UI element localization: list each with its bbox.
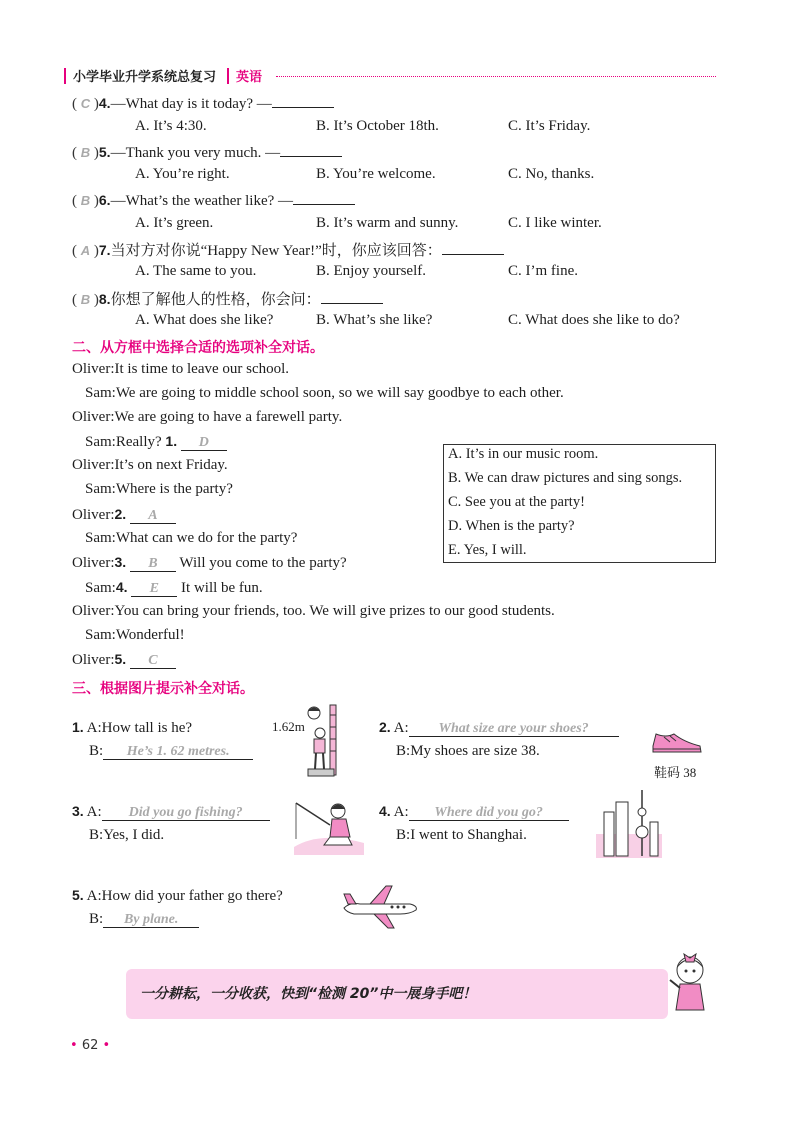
dialogue-line: Sam:4. E It will be fun. (85, 579, 263, 596)
option-b: B. It’s warm and sunny. (316, 215, 459, 231)
answer-letter: B (80, 193, 91, 208)
options-box (443, 444, 716, 563)
dialogue-line: Oliver:It’s on next Friday. (72, 457, 228, 473)
subject-label: 英语 (236, 70, 263, 85)
answer-paren: ( B )6.—What’s the weather like? — (72, 190, 355, 210)
banner-text: 一分耕耘，一分收获，快到“检测 20”中一展身手吧！ (140, 986, 477, 1002)
item-3-b: B:Yes, I did. (89, 827, 165, 843)
item-3-a: 3. A: Did you go fishing? (72, 803, 270, 821)
header-dotted-line (276, 76, 716, 77)
dialogue-line: Oliver:5. C (72, 651, 176, 669)
answer-letter: B (80, 292, 91, 307)
question-stem: —Thank you very much. — (110, 145, 281, 161)
answer-letter: C (80, 96, 91, 111)
dialogue-line: Oliver:You can bring your friends, too. We will give prizes to our good students. (72, 603, 555, 619)
answer-letter: B (80, 145, 91, 160)
option-a: A. It’s 4:30. (135, 118, 207, 134)
answer-blank[interactable]: By plane. (103, 912, 199, 928)
dialogue-line: Sam:What can we do for the party? (85, 530, 298, 546)
header-bar (64, 68, 66, 84)
option-b: B. It’s October 18th. (316, 118, 439, 134)
item-5-a: 5. A:How did your father go there? (72, 887, 283, 904)
answer-blank[interactable]: What size are your shoes? (409, 721, 619, 737)
question-number: 4. (98, 95, 111, 111)
item-4-b: B:I went to Shanghai. (396, 827, 527, 843)
section-3-title: 三、根据图片提示补全对话。 (72, 681, 254, 697)
shanghai-skyline-picture (594, 790, 664, 860)
answer-blank[interactable] (442, 240, 504, 255)
shoe-size-label: 鞋码 38 (654, 765, 697, 780)
answer-blank[interactable]: B (130, 556, 176, 572)
item-2-b: B:My shoes are size 38. (396, 743, 540, 759)
question-stem: —What’s the weather like? — (110, 193, 294, 209)
item-1-b: B: He’s 1. 62 metres. (89, 743, 253, 760)
encouragement-banner (126, 969, 668, 1019)
airplane-picture (340, 882, 420, 930)
option-a: A. It’s green. (135, 215, 214, 231)
option-c: C. No, thanks. (508, 166, 595, 182)
answer-blank[interactable]: Did you go fishing? (102, 805, 270, 821)
option-a: A. What does she like? (135, 312, 274, 328)
question-stem: 你想了解他人的性格，你会问： (110, 292, 321, 308)
answer-paren: ( C )4.—What day is it today? — (72, 93, 334, 113)
option-c: C. I like winter. (508, 215, 602, 231)
answer-paren: ( B )5.—Thank you very much. — (72, 142, 342, 162)
item-5-b: B: By plane. (89, 911, 199, 928)
item-4-a: 4. A: Where did you go? (379, 803, 569, 821)
answer-blank[interactable] (321, 289, 383, 304)
answer-blank[interactable] (280, 142, 342, 157)
boy-height-picture (300, 703, 346, 778)
answer-blank[interactable] (293, 190, 355, 205)
fishing-boy-picture (290, 795, 368, 857)
option-a: A. The same to you. (135, 263, 257, 279)
option-e: E. Yes, I will. (448, 542, 527, 558)
option-a: A. It’s in our music room. (448, 446, 599, 462)
answer-blank[interactable]: Where did you go? (409, 805, 569, 821)
answer-blank[interactable]: He’s 1. 62 metres. (103, 744, 253, 760)
answer-blank[interactable]: C (130, 653, 176, 669)
answer-blank[interactable] (272, 93, 334, 108)
option-b: B. You’re welcome. (316, 166, 436, 182)
dialogue-line: Sam:We are going to middle school soon, so we will say goodbye to each other. (85, 385, 564, 401)
question-number: 8. (98, 291, 111, 307)
option-b: B. Enjoy yourself. (316, 263, 426, 279)
option-c: C. I’m fine. (508, 263, 578, 279)
item-2-a: 2. A: What size are your shoes? (379, 719, 619, 737)
item-1-a: 1. A:How tall is he? (72, 719, 193, 736)
dialogue-line: Sam:Really? 1. D (85, 433, 227, 451)
page-header (64, 66, 714, 86)
question-number: 7. (98, 242, 111, 258)
answer-blank[interactable]: D (181, 435, 227, 451)
option-b: B. What’s she like? (316, 312, 433, 328)
dialogue-line: Oliver:3. B Will you come to the party? (72, 554, 347, 571)
question-stem: —What day is it today? — (110, 96, 272, 112)
section-2-title: 二、从方框中选择合适的选项补全对话。 (72, 340, 324, 356)
answer-letter: A (80, 243, 91, 258)
answer-blank[interactable]: A (130, 508, 176, 524)
shoe-picture (650, 728, 704, 756)
dialogue-line: Oliver:We are going to have a farewell party. (72, 409, 343, 425)
dialogue-line: Sam:Where is the party? (85, 481, 233, 497)
option-a: A. You’re right. (135, 166, 230, 182)
option-c: C. What does she like to do? (508, 312, 680, 328)
question-number: 5. (98, 144, 111, 160)
dialogue-line: Sam:Wonderful! (85, 627, 185, 643)
option-c: C. It’s Friday. (508, 118, 591, 134)
answer-paren: ( A )7.当对方对你说“Happy New Year!”时，你应该回答： (72, 239, 504, 260)
book-title: 小学毕业升学系统总复习 (73, 70, 217, 85)
option-d: D. When is the party? (448, 518, 575, 534)
option-c: C. See you at the party! (448, 494, 585, 510)
dialogue-line: Oliver:2. A (72, 506, 176, 524)
height-label: 1.62m (272, 719, 305, 734)
answer-paren: ( B )8.你想了解他人的性格，你会问： (72, 288, 383, 309)
question-stem: 当对方对你说“Happy New Year!”时，你应该回答： (110, 243, 442, 259)
dialogue-line: Oliver:It is time to leave our school. (72, 361, 290, 377)
answer-blank[interactable]: E (131, 581, 177, 597)
girl-mascot-picture (664, 948, 714, 1014)
page-number: • 62 • (70, 1038, 111, 1053)
question-number: 6. (98, 192, 111, 208)
option-b: B. We can draw pictures and sing songs. (448, 470, 683, 486)
header-separator (227, 68, 229, 84)
